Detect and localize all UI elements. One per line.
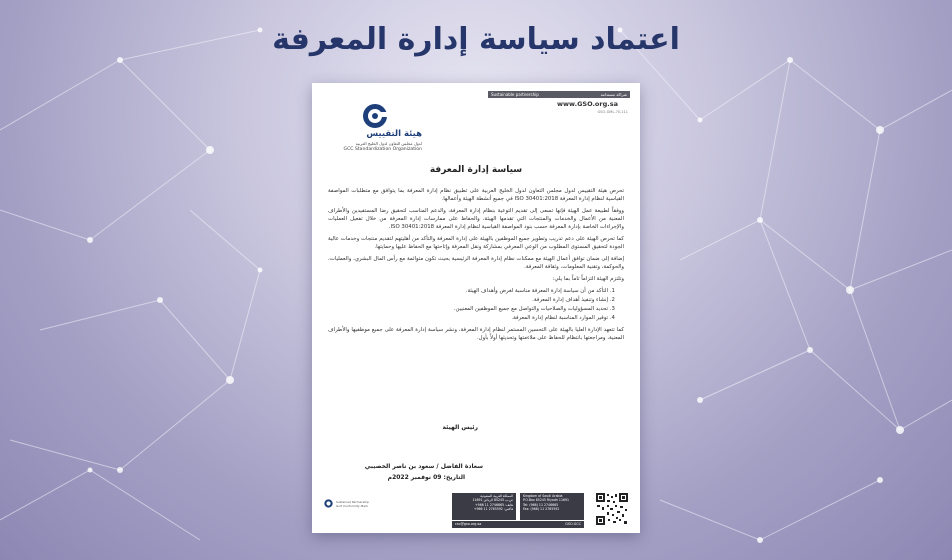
paragraph: ووفقاً لطبيعة عمل الهيئة فإنها تسعى إلى تقديم التوعية بنظام إدارة المعرفة، والدعم المناسب لتحقيق رضا المستفيدين والأطراف المعنية من الأعمال والخدمات والمنتجات التي تقدمها الهيئة، والحفاظ على ممارسات إدارة المعرفة من خلال تفعيل العمليات والإجراءات الخاصة بإدارة المعرفة حسب بنود المواصفة القياسية لنظام إدارة المعرفة ISO 30401:2018. (328, 208, 624, 230)
social-handle: GSO.GCC (565, 522, 581, 526)
list-item: 3. تحديد المسؤوليات والصلاحيات والتواصل مع جميع الموظفين المعنيين. (328, 305, 608, 313)
address-ar-block (452, 493, 516, 520)
paragraph: إضافة إلى ضمان توافق أعمال الهيئة مع ممكنات نظام إدارة المعرفة الرئيسية بحيث تكون متوائمة مع رأس المال البشري، والعمليات، والحوكمة، وتقنية المعلومات، وثقافة المعرفة. (328, 256, 624, 270)
address-line: المملكة العربية السعودية (480, 494, 513, 498)
letterhead-top-bar (488, 91, 630, 98)
contact-email: csc@gso.org.sa (455, 522, 482, 526)
address-line: هاتف: 2746665 11 966+ (475, 502, 513, 507)
list-item: 4. توفير الموارد المناسبة لنظام إدارة المعرفة. (328, 314, 608, 322)
address-line: P.O.Box 85245 Riyadh 11691 (523, 498, 570, 503)
closing-paragraph: كما تتعهد الإدارة العليا بالهيئة على التحسين المستمر لنظام إدارة المعرفة، ونشر سياسة إدارة المعرفة على جميع موظفيها والأطراف المعنية، ومراجعتها بانتظام للحفاظ على ملاءمتها وتحديثها أولاً بأول. (328, 327, 624, 341)
paragraph: تحرص هيئة التقييس لدول مجلس التعاون لدول الخليج العربية على تطبيق نظام إدارة المعرفة بما يتوافق مع متطلبات المواصفة القياسية لنظام إدارة المعرفة ISO 30401:2018 في جميع أنشطة الهيئة وأعمالها. (328, 188, 624, 202)
footer-logo-line-2: Gulf Conformity Mark (336, 503, 369, 508)
contact-bar (452, 521, 584, 528)
gso-emblem-small-icon (324, 499, 333, 508)
gso-emblem-icon (362, 103, 388, 129)
address-line: Tel: (966) 11 2746665 (523, 502, 559, 507)
tagline-en: Sustainable partnership (491, 92, 539, 97)
gso-logo (334, 101, 434, 161)
document-date: التاريخ: 09 نوفمبر 2022م (387, 474, 465, 481)
footer-logo (324, 499, 369, 508)
address-line: فاكس: 2765592 11 966+ (473, 506, 513, 511)
paragraph: وتلتزم الهيئة التزاماً تاماً بما يلي: (552, 276, 624, 282)
page-headline: اعتماد سياسة إدارة المعرفة (272, 22, 680, 57)
address-line: ص.ب 85245 الرياض 11691 (472, 498, 513, 503)
org-name-en: GCC Standardization Organization (343, 147, 422, 152)
list-item: 1. التأكد من أن سياسة إدارة المعرفة مناسبة لغرض وأهداف الهيئة. (328, 287, 608, 295)
org-subtitle-ar: لدول مجلس التعاون لدول الخليج العربية (355, 141, 422, 146)
footer-logo-line-1: Sustained Partnership (336, 499, 369, 504)
qr-code-icon (595, 492, 629, 526)
list-item: 2. إنشاء وتنفيذ أهداف إدارة المعرفة. (328, 296, 608, 304)
paragraph: كما تحرص الهيئة على دعم تدريب وتطوير جميع الموظفين بالهيئة على إدارة المعرفة والتأكد من أهليتهم لتقديم منتجات وخدمات عالية الجودة لتحقيق المستوى المطلوب من الوعي المعرفي بمشاركة ونقل المعرفة وإتاحتها مع الحفاظ عليها وحمايتها. (328, 236, 624, 250)
signatory-role: رئيس الهيئة (442, 424, 478, 431)
address-en-block (520, 493, 584, 520)
document-title: سياسة إدارة المعرفة (429, 165, 523, 175)
signatory-name: سعادة الفاضل / سعود بن ناصر الخصيبي (364, 463, 483, 470)
address-line: Kingdom of Saudi Arabia (523, 494, 563, 498)
tagline-ar: شراكة مستدامة (600, 92, 627, 97)
org-name-ar: هيئة التقييس (366, 129, 422, 139)
address-line: Fax: (966) 11 2765592 (523, 506, 560, 511)
document-body (328, 187, 624, 346)
commitments-list (328, 287, 608, 322)
reference-number: GSO-GML-70-111 (597, 110, 628, 114)
policy-document (312, 83, 640, 533)
website-url: www.GSO.org.sa (557, 100, 618, 108)
letterhead-footer (312, 483, 640, 533)
